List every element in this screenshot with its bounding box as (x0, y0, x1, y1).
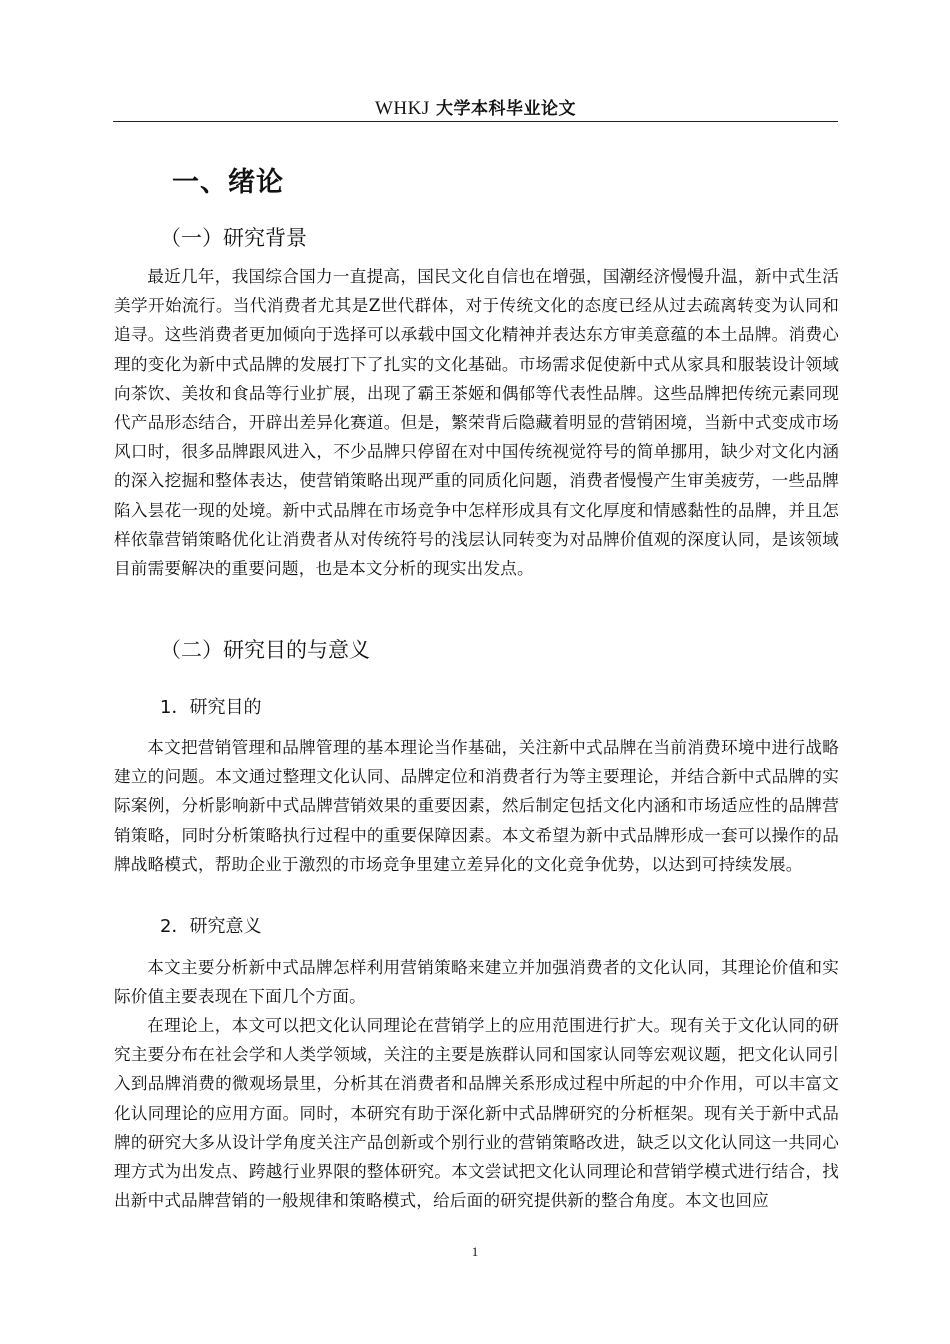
running-header (113, 94, 838, 120)
paragraph-significance-theory: 在理论上，本文可以把文化认同理论在营销学上的应用范围进行扩大。现有关于文化认同的研究主要分布在社会学和人类学领域，关注的主要是族群认同和国家认同等宏观议题，把文化认同引入到品牌消费的微观场景里，分析其在消费者和品牌关系形成过程中所起的中介作用，可以丰富文化认同理论的应用方面。同时，本研究有助于深化新中式品牌研究的分析框架。现有关于新中式品牌的研究大多从设计学角度关注产品创新或个别行业的营销策略改进，缺乏以文化认同这一共同心理方式为出发点、跨越行业界限的整体研究。本文尝试把文化认同理论和营销学模式进行结合，找出新中式品牌营销的一般规律和策略模式，给后面的研究提供新的整合角度。本文也回应 (114, 1016, 839, 1211)
paragraph-purpose: 本文把营销管理和品牌管理的基本理论当作基础，关注新中式品牌在当前消费环境中进行战略建立的问题。本文通过整理文化认同、品牌定位和消费者行为等主要理论，并结合新中式品牌的实际案例，分析影响新中式品牌营销效果的重要因素，然后制定包括文化内涵和市场适应性的品牌营销策略，同时分析策略执行过程中的重要保障因素。本文希望为新中式品牌形成一套可以操作的品牌战略模式，帮助企业于激烈的市场竞争里建立差异化的文化竞争优势，以达到可持续发展。 (114, 738, 839, 874)
header-rule (113, 121, 838, 122)
subsection-heading-purpose: 1．研究目的 (160, 697, 262, 718)
paragraph-background: 最近几年，我国综合国力一直提高，国民文化自信也在增强，国潮经济慢慢升温，新中式生活美学开始流行。当代消费者尤其是Z世代群体，对于传统文化的态度已经从过去疏离转变为认同和追寻。这些消费者更加倾向于选择可以承载中国文化精神并表达东方审美意蕴的本土品牌。消费心理的变化为新中式品牌的发展打下了扎实的文化基础。市场需求促使新中式从家具和服装设计领域向茶饮、美妆和食品等行业扩展，出现了霸王茶姬和偶郁等代表性品牌。这些品牌把传统元素同现代产品形态结合，开辟出差异化赛道。但是，繁荣背后隐藏着明显的营销困境，当新中式变成市场风口时，很多品牌跟风进入，不少品牌只停留在对中国传统视觉符号的简单挪用，缺少对文化内涵的深入挖掘和整体表达，使营销策略出现严重的同质化问题，消费者慢慢产生审美疲劳，一些品牌陷入昙花一现的处境。新中式品牌在市场竞争中怎样形成具有文化厚度和情感黏性的品牌，并且怎样依靠营销策略优化让消费者从对传统符号的浅层认同转变为对品牌价值观的深度认同，是该领域目前需要解决的重要问题，也是本文分析的现实出发点。 (114, 267, 839, 579)
section-heading-background: （一）研究背景 (160, 226, 307, 250)
chapter-title: 一、绪论 (172, 167, 284, 198)
subsection-heading-significance: 2．研究意义 (160, 916, 262, 937)
section-heading-purpose-significance: （二）研究目的与意义 (160, 638, 370, 662)
page-number: 1 (471, 1244, 479, 1259)
header-title: 大学本科毕业论文 (436, 99, 576, 119)
header-school-code: WHKJ (374, 98, 430, 119)
paragraph-significance-intro: 本文主要分析新中式品牌怎样利用营销策略来建立并加强消费者的文化认同，其理论价值和实际价值主要表现在下面几个方面。 (114, 958, 839, 1007)
